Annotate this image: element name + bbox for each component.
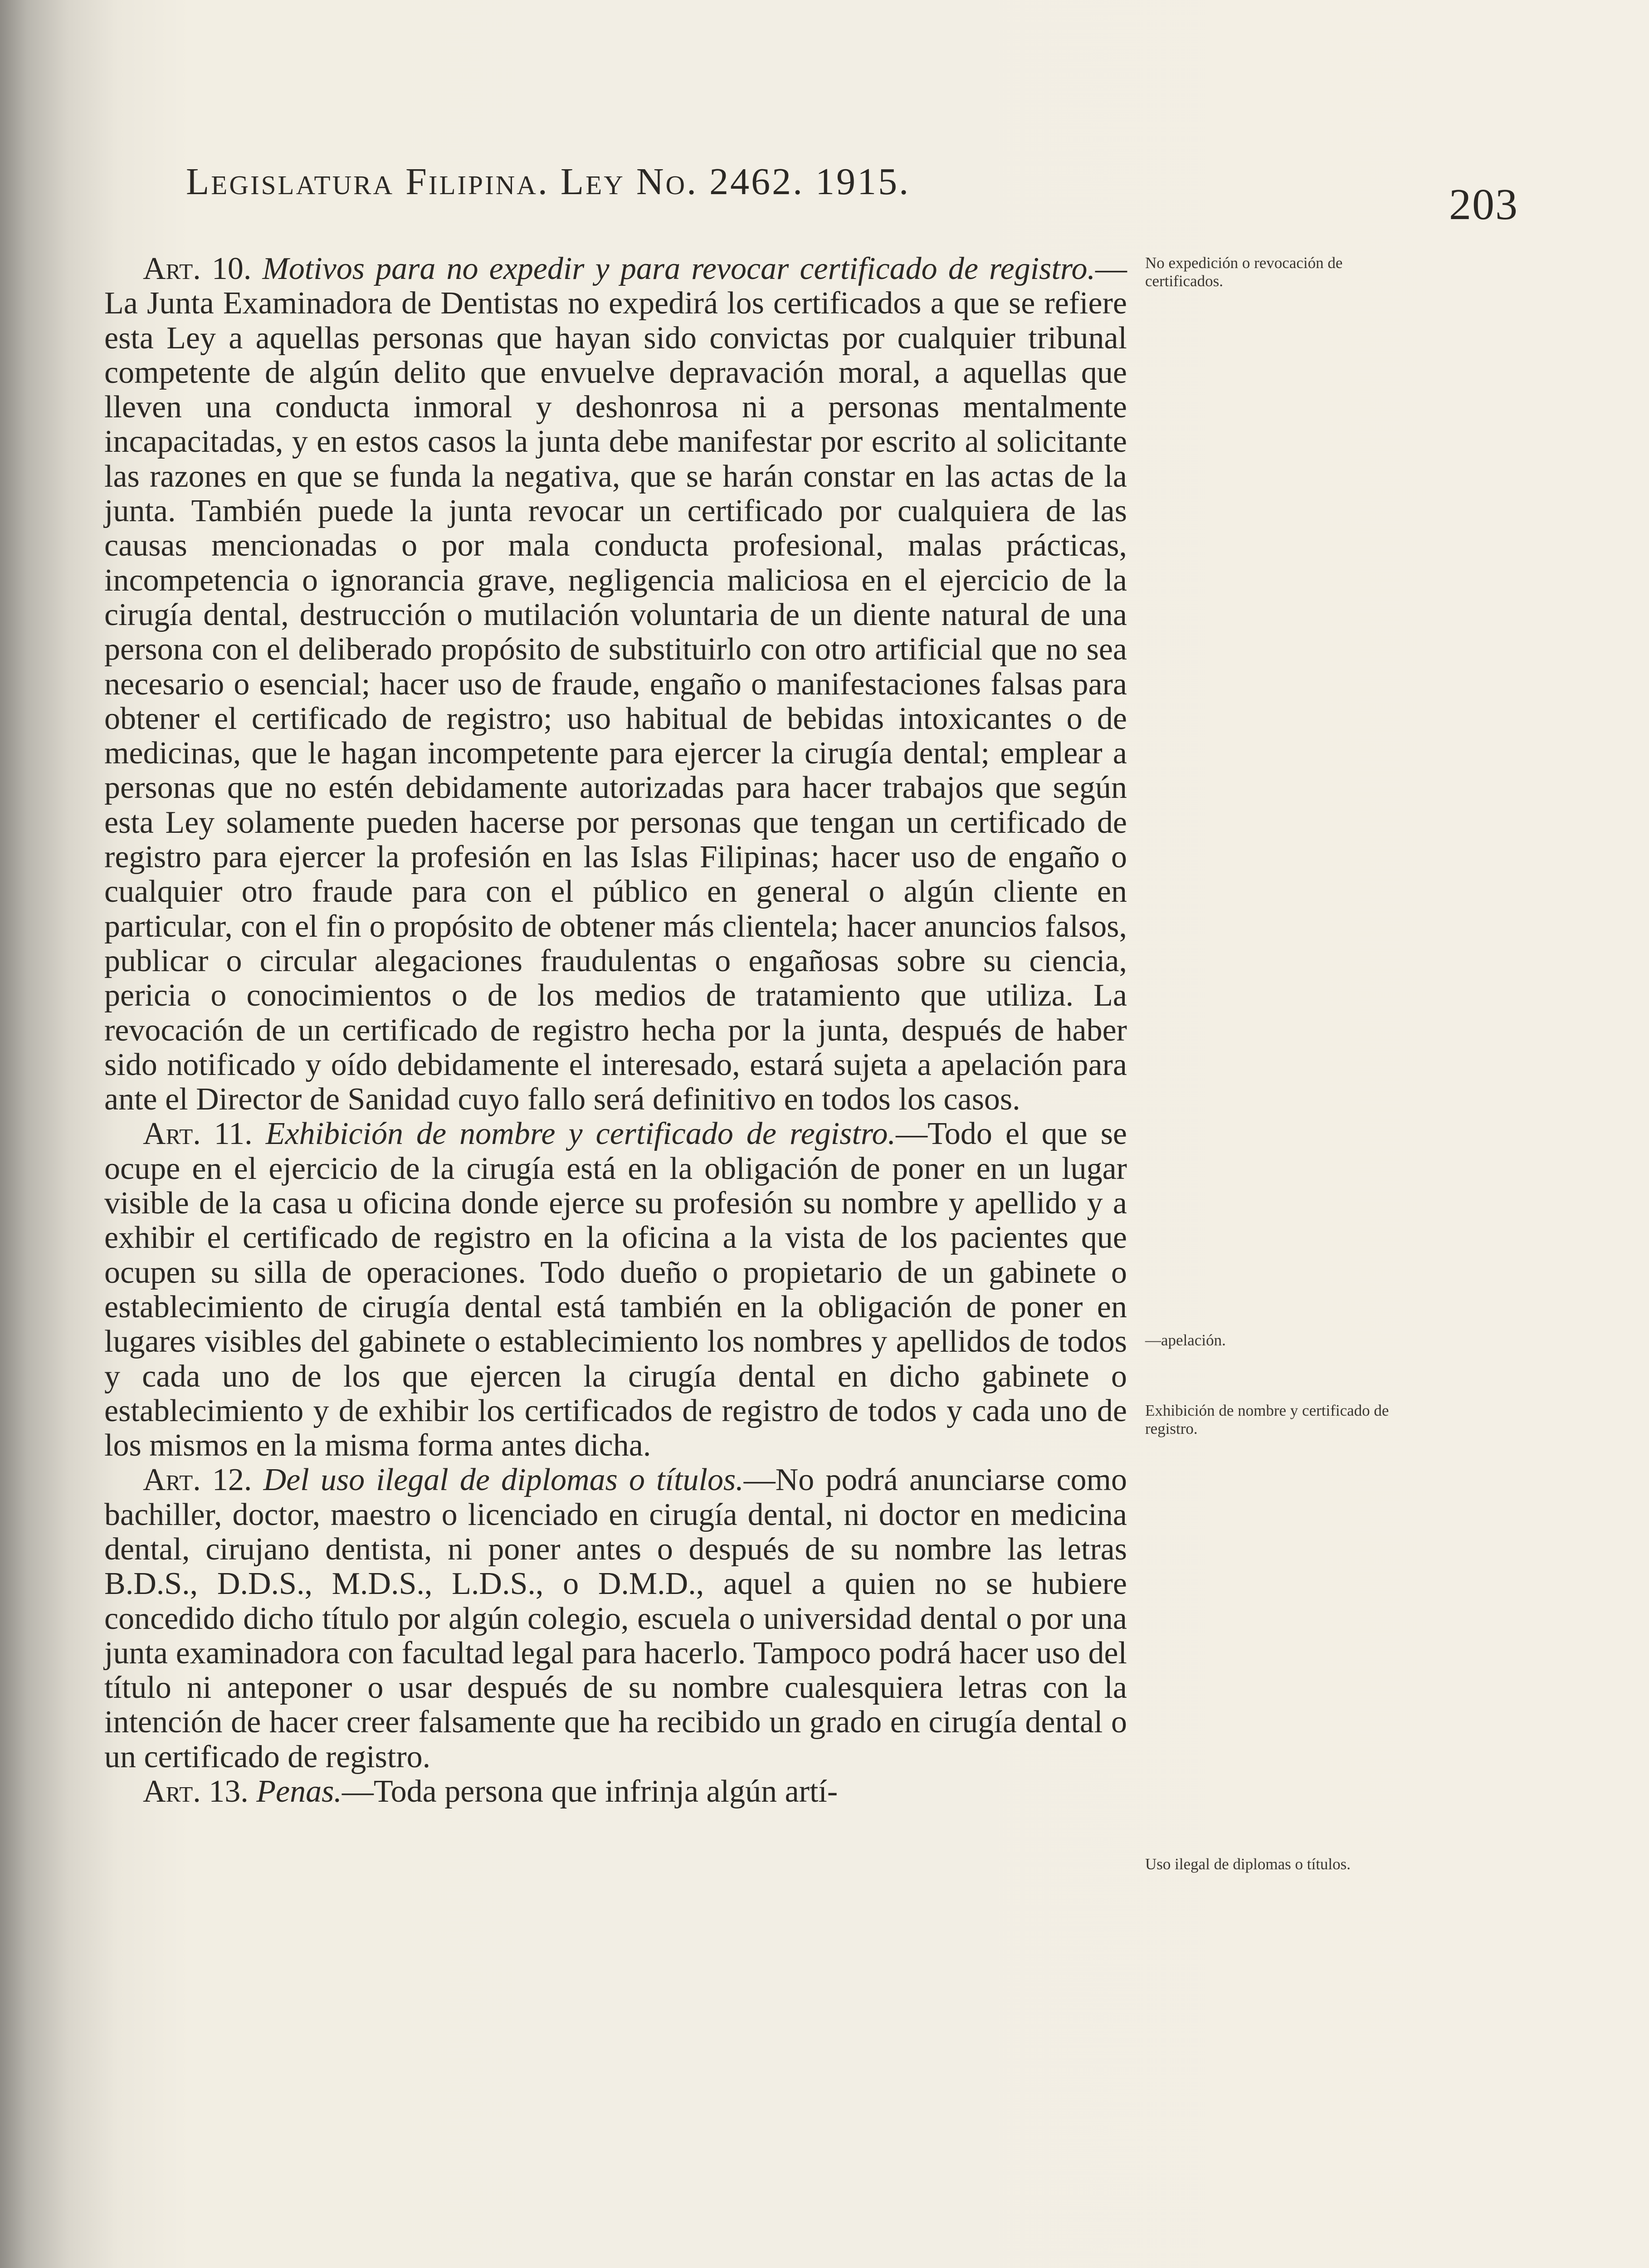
margin-note-no-expedicion: No expedición o revocación de certificados. (1145, 254, 1343, 290)
article-label: Art. 13. (143, 1774, 249, 1809)
article-label: Art. 11. (143, 1116, 253, 1152)
article-text: —La Junta Examinadora de Dentistas no expedirá los certificados a que se refiere esta Ley a aquellas personas que hayan sido convictas por cualquier tribunal competente de algún delito que envuelve depravación moral, a aquellas que lleven una conducta inmoral y deshonrosa ni a personas mentalmente incapacitadas, y en estos casos la junta debe manifestar por escrito al solicitante las razones en que se funda la negativa, que se harán constar en las actas de la junta. También puede la junta revocar un certificado por cualquiera de las causas mencionadas o por mala conducta profesional, malas prácticas, incompetencia o ignorancia grave, negligencia maliciosa en el ejercicio de la cirugía dental, destrucción o mutilación voluntaria de un diente natural de una persona con el deliberado propósito de substituirlo con otro artificial que no sea necesario o esencial; hacer uso de fraude, engaño o manifestaciones falsas para obtener el certificado de registro; uso habitual de bebidas intoxicantes o de medicinas, que le hagan incompetente para ejercer la cirugía dental; emplear a personas que no estén debidamente autorizadas para hacer trabajos que según esta Ley solamente pueden hacerse por personas que tengan un certificado de registro para ejercer la profesión en las Islas Filipinas; hacer uso de engaño o cualquier otro fraude para con el público en general o algún cliente en particular, con el fin o propósito de obtener más clientela; hacer anuncios falsos, publicar o circular alegaciones fraudulentas o engañosas sobre su ciencia, pericia o conocimientos o de los medios de tratamiento que utiliza. La revocación de un certificado de registro hecha por la junta, después de haber sido notificado y oído debidamente el interesado, estará sujeta a apelación para ante el Director de Sanidad cuyo fallo será definitivo en todos los casos. (104, 251, 1127, 1117)
article-label: Art. 10. (143, 251, 252, 286)
article-10 (104, 252, 1127, 1117)
running-head: Legislatura Filipina. Ley No. 2462. 1915. (186, 161, 911, 203)
article-12 (104, 1463, 1127, 1774)
article-text: —Toda persona que infrinja algún artí- (342, 1774, 838, 1809)
article-title: Motivos para no expedir y para revocar certificado de registro. (262, 251, 1096, 286)
article-13 (104, 1774, 1127, 1809)
margin-note-exhibicion: Exhibición de nombre y certificado de registro. (1145, 1402, 1389, 1437)
article-title: Exhibición de nombre y certificado de registro. (265, 1116, 896, 1152)
article-label: Art. 12. (143, 1462, 252, 1498)
body-text (104, 252, 1127, 1809)
article-text: —No podrá anunciarse como bachiller, doctor, maestro o licenciado en cirugía dental, ni doctor en medicina dental, cirujano dentista, ni poner antes o después de su nombre las letras B.D.S., D.D.S., M.D.S., L.D.S., o D.M.D., aquel a quien no se hubiere concedido dicho título por algún colegio, escuela o universidad dental o por una junta examinadora con facultad legal para hacerlo. Tampoco podrá hacer uso del título ni anteponer o usar después de su nombre cualesquiera letras con la intención de hacer creer falsamente que ha recibido un grado en cirugía dental o un certificado de registro. (104, 1462, 1127, 1774)
margin-note-uso-ilegal: Uso ilegal de diplomas o títulos. (1145, 1855, 1351, 1873)
article-title: Del uso ilegal de diplomas o títulos. (263, 1462, 744, 1498)
page-number: 203 (1449, 180, 1518, 229)
article-11 (104, 1117, 1127, 1463)
article-text: —Todo el que se ocupe en el ejercicio de la cirugía está en la obligación de poner en un lugar visible de la casa u oficina donde ejerce su profesión su nombre y apellido y a exhibir el certificado de registro en la oficina a la vista de los pacientes que ocupen su silla de operaciones. Todo dueño o propietario de un gabinete o establecimiento de cirugía dental está también en la obligación de poner en lugares visibles del gabinete o establecimiento los nombres y apellidos de todos y cada uno de los que ejercen la cirugía dental en dicho gabinete o establecimiento y de exhibir los certificados de registro de todos y cada uno de los mismos en la misma forma antes dicha. (104, 1116, 1127, 1463)
article-title: Penas. (256, 1774, 342, 1809)
margin-note-apelacion: —apelación. (1145, 1331, 1226, 1349)
